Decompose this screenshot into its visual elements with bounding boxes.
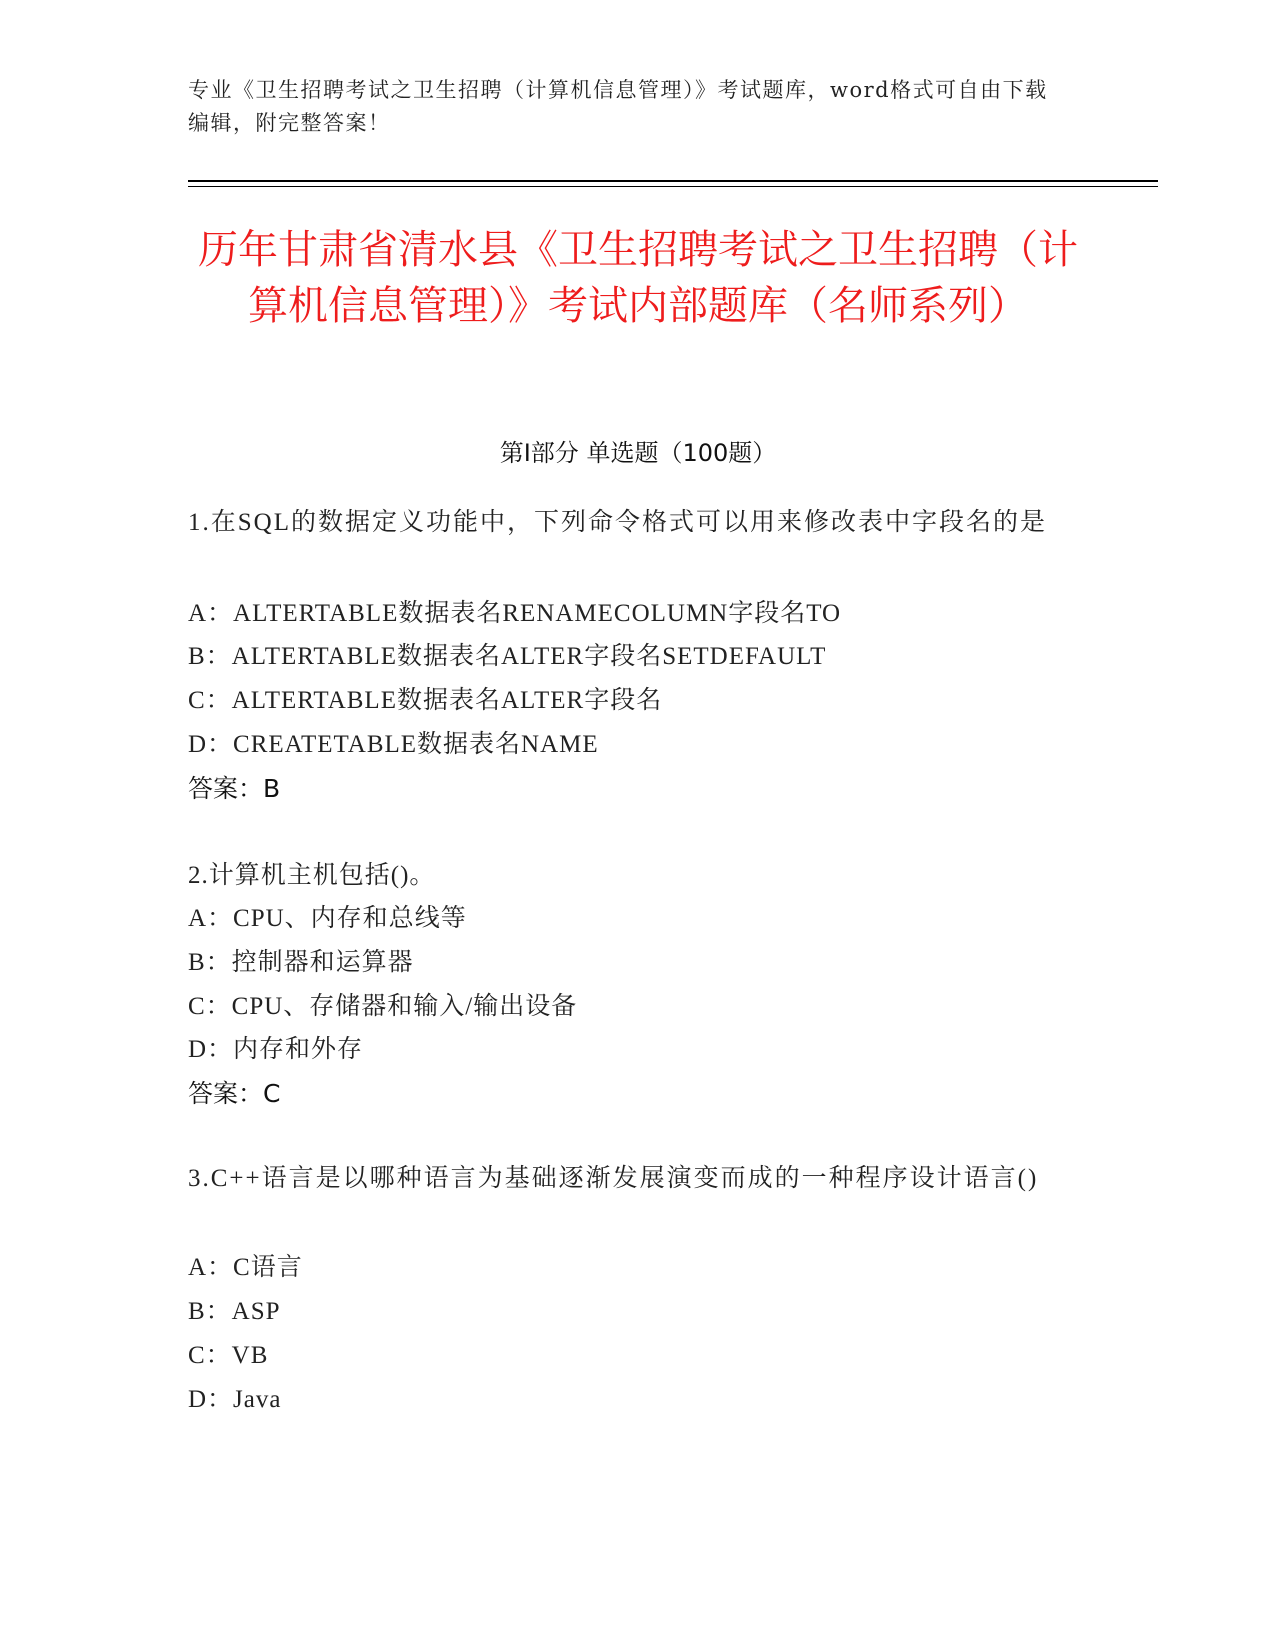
question-2-option-c: C：CPU、存储器和输入/输出设备 (188, 993, 578, 1020)
section-heading: 第Ⅰ部分 单选题（100题） (499, 439, 777, 467)
question-2-text: 2.计算机主机包括()。 (188, 862, 436, 889)
question-1-option-c: C：ALTERTABLE数据表名ALTER字段名 (188, 687, 663, 714)
header-note: 专业《卫生招聘考试之卫生招聘（计算机信息管理）》考试题库，word格式可自由下载编辑，附完整答案！ (188, 78, 1048, 135)
document-title: 历年甘肃省清水县《卫生招聘考试之卫生招聘（计算机信息管理）》考试内部题库（名师系列） (198, 227, 1078, 329)
question-3-option-c: C：VB (188, 1342, 269, 1369)
question-3-option-b: B：ASP (188, 1298, 281, 1325)
question-3-text: 3.C++语言是以哪种语言为基础逐渐发展演变而成的一种程序设计语言() (188, 1165, 1039, 1192)
header-rule-thin (188, 186, 1158, 187)
question-3-option-a: A：C语言 (188, 1254, 303, 1281)
question-2-answer: 答案：C (188, 1079, 281, 1108)
question-1-option-a: A：ALTERTABLE数据表名RENAMECOLUMN字段名TO (188, 600, 842, 627)
question-2-option-d: D：内存和外存 (188, 1036, 364, 1063)
question-3-option-d: D：Java (188, 1386, 282, 1413)
question-2-option-a: A：CPU、内存和总线等 (188, 905, 467, 932)
question-1-text: 1.在SQL的数据定义功能中，下列命令格式可以用来修改表中字段名的是 (188, 509, 1047, 536)
question-1-option-d: D：CREATETABLE数据表名NAME (188, 731, 599, 758)
question-2-option-b: B：控制器和运算器 (188, 949, 414, 976)
question-1-option-b: B：ALTERTABLE数据表名ALTER字段名SETDEFAULT (188, 643, 827, 670)
header-rule-thick (188, 180, 1158, 182)
question-1-answer: 答案：B (188, 774, 281, 803)
